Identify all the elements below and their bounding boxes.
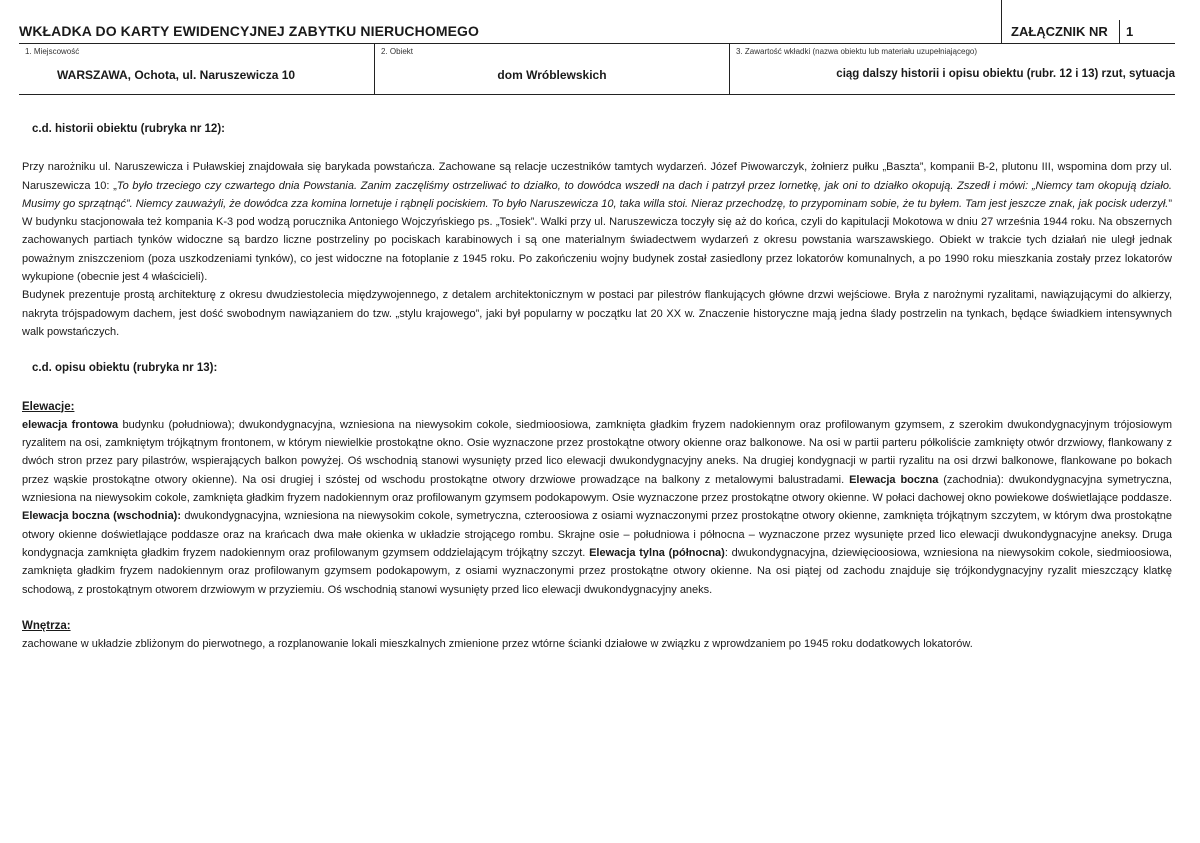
east-elevation-text: dwukondygnacyjna, wzniesiona na niewysokim cokole, symetryczna, czteroosiowa z osiami wyznaczonymi przez prostokątne otwory okienne, zamknięta trójkątnym szczytem, w którym dwa prostokątne otwory okienne doświetlające poddasze oraz na krańcach dwa małe okienka w układzie strojącego rombu. Skrajne osie – południowa i północna – wyznaczone przez wysunięte przed lico elewacji dwukondygnacyjne aneksy. Druga kondygnacja zamknięta gładkim fryzem nadokiennym oraz profilowanym gzymsem oddzielającym trójkątny szczyt. [22, 510, 1172, 559]
form-title: WKŁADKA DO KARTY EWIDENCYJNEJ ZABYTKU NIERUCHOMEGO [19, 23, 480, 39]
history-paragraph-2: Budynek prezentuje prostą architekturę z okresu dwudziestolecia międzywojennego, z detalem architektonicznym w postaci par pilestrów flankujących główne drzwi wejściowe. Bryła z narożnymi ryzalitami, nawiązującymi do alkierzy, nakryta trójspadowym dachem, jest dość swobodnym nawiązaniem do tzw. „stylu krajowego”, jaki był popularny w początku lat 20 XX w. Znaczenie historyczne mają jedna ślady postrzelin na tynkach, będące świadkiem intensywnych walk powstańczych. [22, 289, 1172, 338]
divider [1001, 0, 1002, 43]
field-object [375, 44, 730, 94]
divider [1119, 20, 1120, 43]
interiors-paragraph: zachowane w układzie zbliżonym do pierwotnego, a rozplanowanie lokali mieszkalnych zmienione przez wtórne ścianki działowe w związku z wprowdzaniem po 1945 roku dodatkowych lokatorów. [22, 638, 973, 651]
field-object-label: 2. Obiekt [381, 47, 414, 56]
field-location-label: 1. Miejscowość [25, 47, 80, 56]
elevations-heading: Elewacje: [22, 400, 75, 413]
field-location-value: WARSZAWA, Ochota, ul. Naruszewicza 10 [57, 68, 296, 82]
history-heading: c.d. historii obiektu (rubryka nr 12): [32, 123, 225, 135]
west-elevation-label: Elewacja boczna [849, 473, 939, 486]
front-elevation-label: elewacja frontowa [22, 418, 119, 431]
history-text-cont: ” W budynku stacjonowała też kompania K-3 pod wodzą porucznika Antoniego Wojczyńskiego ps. „Tosiek”. Walki przy ul. Naruszewicza toczyły się aż do końca, czyli do kapitulacji Mokotowa w dniu 27 września 1944 roku. Na obszernych zachowanych partiach tynków widoczne są bardzo liczne postrzeliny po pociskach karabinowych i są one materialnym świadectwem wydarzeń z okresu powstania warszawskiego. Obiekt w trakcie tych działań nie uległ jednak poważnym zniszczeniom (poza uszkodzeniami tynków), co jest widoczne na fotoplanie z 1945 roku. Po zakończeniu wojny budynek został zasiedlony przez lokatorów komunalnych, a po 1990 roku mieszkania zostały przez lokatorów wykupione (obecnie jest 4 właścicieli). [22, 197, 1172, 284]
field-object-value: dom Wróblewskich [497, 68, 607, 82]
history-quote: To było trzeciego czy czwartego dnia Powstania. Zanim zaczęliśmy ostrzeliwać to działko, to dowódca wszedł na dach i patrzył przez lornetkę, jak oni to działko okopują. Zszedł i mówi: „Niemcy tam okopują działo. Musimy go sprzątnąć”. Niemcy zauważyli, że dowódca zza komina lornetuje i rąbnęli pociskiem. To było Naruszewicza 10, taka willa stoi. Nieraz przechodzę, to przypominam sobie, że tu byłem. Tam jest jeszcze znak, jak pocisk uderzył. [22, 179, 1172, 210]
header-fields-row [19, 44, 1175, 95]
north-elevation-label: Elewacja tylna (północna) [589, 546, 725, 559]
north-elevation-text: : dwukondygnacyjna, dziewięcioosiowa, wzniesiona na niewysokim cokole, siedmioosiowa, zamknięta gładkim fryzem nadokiennym oraz profilowanym gzymsem podokapowym, z osiami wyznaczonymi przez prostokątne otwory okienne. Na osi piątej od zachodu znajduje się trójkondygnacyjny ryzalit mieszczący klatkę schodową, z prostokątnym otworem drzwiowym w przyziemiu. Oś wschodnią stanowi wysunięty przed lico elewacji dwukondygnacyjny aneks. [22, 546, 1172, 596]
east-elevation-label: Elewacja boczna (wschodnia): [22, 510, 182, 523]
document-body [22, 120, 1172, 653]
field-contents-label: 3. Zawartość wkładki (nazwa obiektu lub materiału uzupełniającego) [736, 47, 978, 56]
description-heading: c.d. opisu obiektu (rubryka nr 13): [32, 362, 218, 375]
front-elevation-text: budynku (południowa); dwukondygnacyjna, wzniesiona na niewysokim cokole, siedmioosiowa, zamknięta gładkim fryzem nadokiennym oraz profilowanym gzymsem, z szerokim dwukondygnacyjnym trójosiowym ryzalitem na osi, zamkniętym trójkątnym frontonem, w którym niewielkie prostokątne okno. Osie wyznaczone przez prostokątne otwory okienne oraz balkonowe. Na osi w partii parteru półkoliście zamknięty otwór drzwiowy, flankowany z dwóch stron przez pary pilastrów, wspierających balkon powyżej. Oś wschodnią stanowi wysunięty przed lico elewacji dwukondygnacyjny aneks. Na drugiej kondygnacji w partii ryzalitu na osi drzwi balkonowe, flankowane po bokach przez wąskie prostokątne otwory okienne). Na osi drugiej i szóstej od wschodu prostokątne otwory drzwiowe prowadzące na balkony z metalowymi balustradami. [22, 418, 1172, 486]
history-paragraph [22, 158, 1172, 286]
field-contents [730, 44, 1175, 94]
history-text: Przy narożniku ul. Naruszewicza i Puławskiej znajdowała się barykada powstańcza. Zachowane są relacje uczestników tamtych wydarzeń. Józef Piwowarczyk, żołnierz pułku „Baszta”, kompanii B-2, plutonu III, wspomina dom przy ul. Naruszewicza 10: „ [22, 161, 1172, 192]
field-location [19, 44, 375, 94]
annex-number: 1 [1126, 24, 1134, 39]
interiors-heading: Wnętrza: [22, 619, 71, 632]
west-elevation-text: (zachodnia): dwukondygnacyjna symetryczna, wzniesiona na niewysokim cokole, zamknięta gładkim fryzem nadokiennym oraz profilowanym gzymsem podokapowym. Osie wyznaczone przez prostokątne otwory okienne. W połaci dachowej okno powiekowe doświetlające poddasze. [22, 473, 1172, 505]
field-contents-value: ciąg dalszy historii i opisu obiektu (rubr. 12 i 13) rzut, sytuacja [836, 68, 1175, 80]
elevations-paragraph [22, 416, 1172, 599]
annex-label: ZAŁĄCZNIK NR [1011, 24, 1108, 39]
form-header [19, 20, 1175, 95]
header-title-row [19, 20, 1175, 44]
